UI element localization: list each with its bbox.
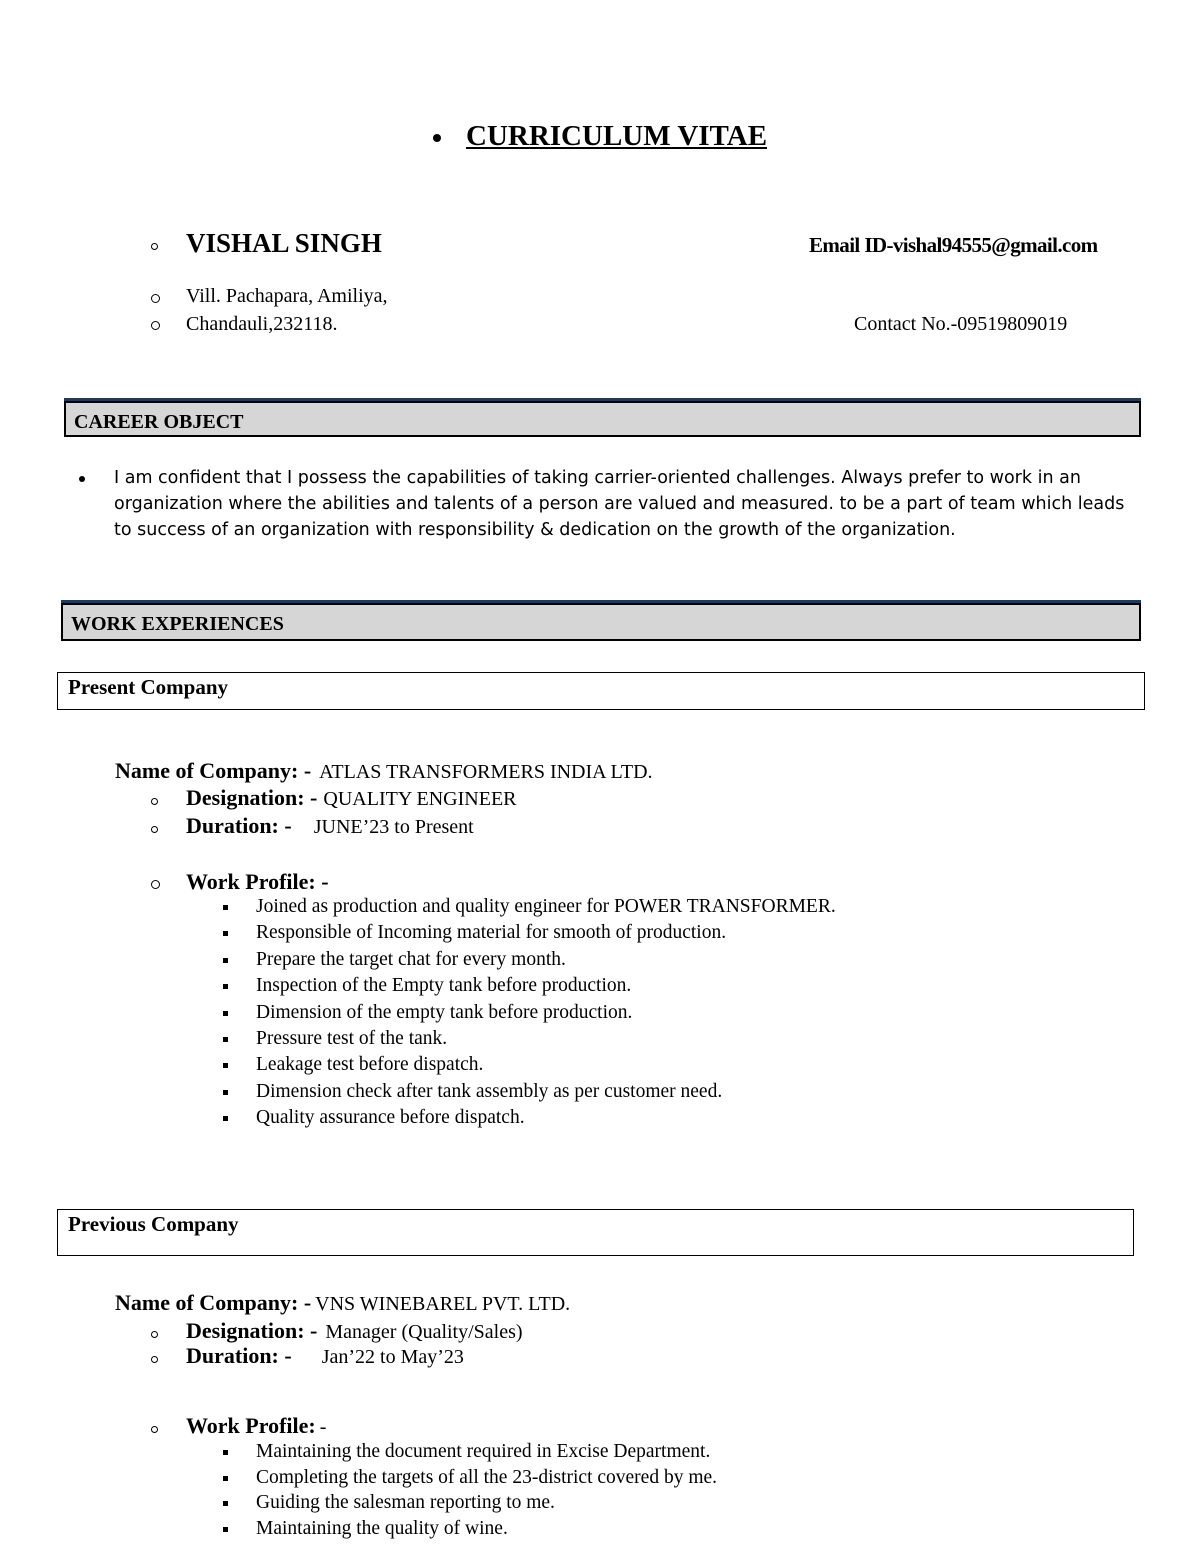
work-profile-item: Joined as production and quality engineer for POWER TRANSFORMER. [256, 896, 836, 917]
square-bullet-icon [223, 905, 228, 910]
career-line-1: I am confident that I possess the capabilities of taking carrier-oriented challenges. Always prefer to work in an [114, 468, 1081, 488]
square-bullet-icon [223, 1450, 228, 1455]
company-name-value: VNS WINEBAREL PVT. LTD. [315, 1293, 571, 1315]
designation-label: Designation: - [186, 785, 318, 810]
duration-bullet-icon [151, 826, 158, 833]
career-bullet-icon [79, 476, 85, 482]
present-duration-row [186, 813, 474, 839]
duration-label: Duration: - [186, 813, 292, 838]
square-bullet-icon [223, 1011, 228, 1016]
work-profile-item: Completing the targets of all the 23-district covered by me. [256, 1466, 718, 1488]
previous-designation-row [186, 1318, 523, 1344]
work-profile-item: Maintaining the document required in Excise Department. [256, 1441, 711, 1462]
email: Email ID-vishal94555@gmail.com [809, 233, 1098, 257]
career-object-heading: CAREER OBJECT [74, 411, 244, 433]
work-profile-item: Leakage test before dispatch. [256, 1054, 484, 1076]
address-bullet-icon [151, 321, 160, 330]
work-experiences-heading: WORK EXPERIENCES [71, 613, 284, 635]
company-name-label: Name of Company: - [115, 758, 312, 783]
present-company-name-row [115, 758, 653, 784]
work-profile-label: Work Profile: [186, 1413, 316, 1438]
previous-company-label: Previous Company [68, 1212, 239, 1236]
present-work-profile-label: Work Profile: - [186, 869, 329, 894]
work-profile-bullet-icon [151, 880, 160, 889]
square-bullet-icon [223, 1501, 228, 1506]
square-bullet-icon [223, 1037, 228, 1042]
address-line-1: Vill. Pachapara, Amiliya, [186, 285, 388, 307]
designation-bullet-icon [151, 798, 158, 805]
previous-duration-row [186, 1343, 464, 1369]
duration-value: JUNE’23 to Present [313, 816, 474, 838]
square-bullet-icon [223, 1116, 228, 1121]
title-bullet-icon [433, 134, 441, 142]
square-bullet-icon [223, 1090, 228, 1095]
previous-work-profile-row [186, 1413, 326, 1439]
work-profile-item: Inspection of the Empty tank before production. [256, 975, 632, 997]
previous-company-box [57, 1209, 1134, 1256]
square-bullet-icon [223, 1527, 228, 1532]
name-bullet-icon [151, 243, 158, 250]
duration-bullet-icon [151, 1356, 158, 1363]
work-profile-item: Guiding the salesman reporting to me. [256, 1492, 555, 1513]
person-name: VISHAL SINGH [186, 228, 382, 258]
work-profile-suffix: - [319, 1416, 327, 1438]
work-profile-bullet-icon [151, 1426, 158, 1433]
work-profile-item: Responsible of Incoming material for smooth of production. [256, 922, 727, 944]
designation-bullet-icon [151, 1331, 158, 1338]
work-profile-item: Dimension of the empty tank before production. [256, 1001, 633, 1023]
square-bullet-icon [223, 931, 228, 936]
present-company-box [57, 672, 1145, 710]
company-name-label: Name of Company: - [115, 1290, 312, 1315]
contact-number: Contact No.-09519809019 [854, 313, 1068, 335]
work-profile-item: Pressure test of the tank. [256, 1028, 448, 1049]
page-title: CURRICULUM VITAE [466, 120, 768, 152]
present-company-label: Present Company [68, 675, 229, 699]
career-line-3: to success of an organization with responsibility & dedication on the growth of the organization. [114, 520, 956, 540]
duration-label: Duration: - [186, 1343, 292, 1368]
square-bullet-icon [223, 1063, 228, 1068]
square-bullet-icon [223, 958, 228, 963]
work-experiences-heading-bar [61, 603, 1141, 641]
duration-value: Jan’22 to May’23 [321, 1346, 464, 1368]
designation-value: Manager (Quality/Sales) [325, 1321, 523, 1343]
square-bullet-icon [223, 984, 228, 989]
work-profile-item: Quality assurance before dispatch. [256, 1107, 525, 1129]
square-bullet-icon [223, 1476, 228, 1481]
work-profile-item: Prepare the target chat for every month. [256, 948, 566, 970]
career-line-2: organization where the abilities and talents of a person are valued and measured. to be a part of team which leads [114, 494, 1125, 514]
address-bullet-icon [151, 294, 160, 303]
previous-company-name-row [115, 1290, 570, 1316]
address-line-2: Chandauli,232118. [186, 313, 338, 335]
designation-value: QUALITY ENGINEER [323, 788, 517, 810]
present-designation-row [186, 785, 517, 811]
designation-label: Designation: - [186, 1318, 318, 1343]
career-object-heading-bar [64, 401, 1141, 437]
company-name-value: ATLAS TRANSFORMERS INDIA LTD. [319, 761, 653, 783]
work-profile-item: Maintaining the quality of wine. [256, 1517, 508, 1539]
work-profile-item: Dimension check after tank assembly as per customer need. [256, 1080, 723, 1102]
